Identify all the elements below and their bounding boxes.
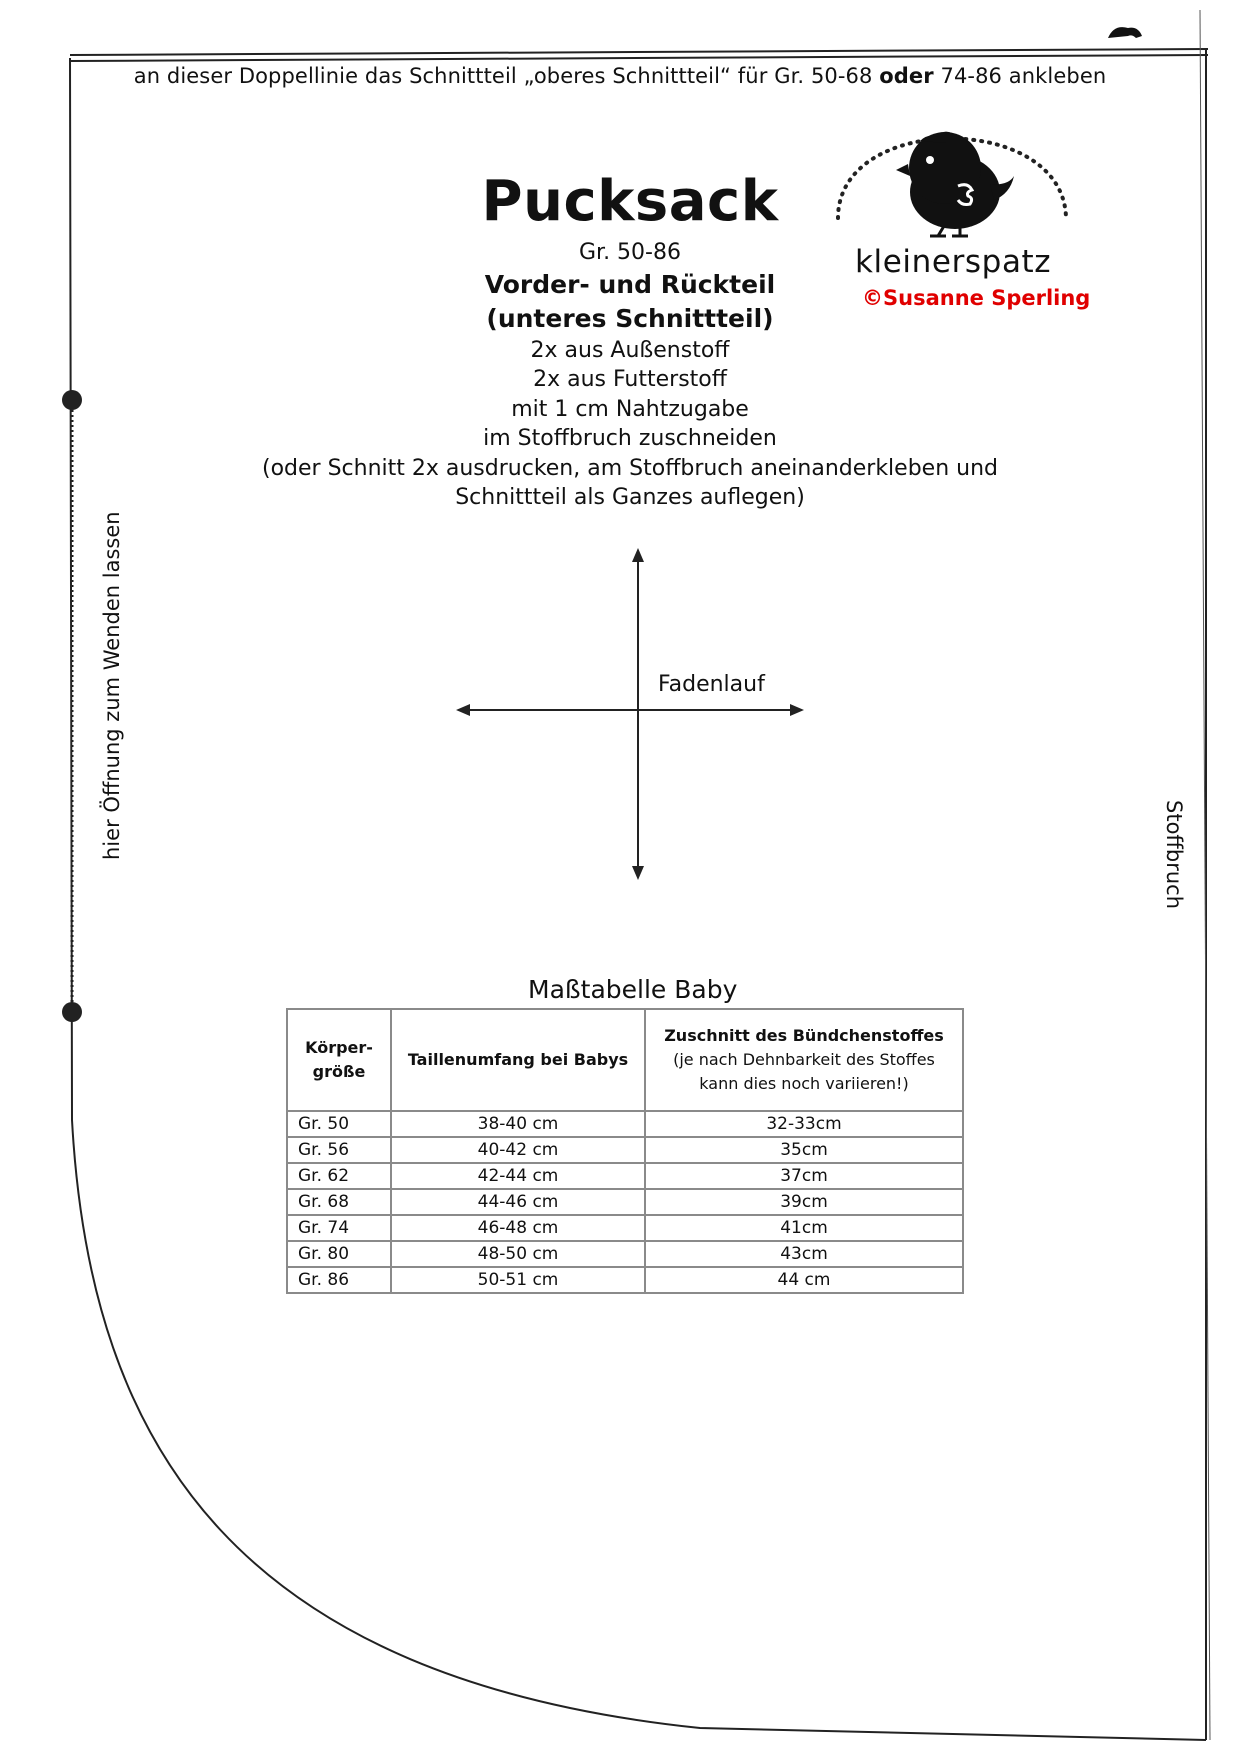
glue-note-text-end: 74-86 ankleben (940, 64, 1107, 88)
piece-subtitle: (unteres Schnittteil) (486, 303, 774, 333)
waist-cell: 42-44 cm (391, 1163, 645, 1189)
instruction-line: mit 1 cm Nahtzugabe (511, 396, 749, 422)
size-cell: Gr. 50 (287, 1111, 391, 1137)
opening-note: hier Öffnung zum Wenden lassen (100, 511, 124, 860)
cuff-cell: 44 cm (645, 1267, 963, 1293)
table-body (287, 1111, 963, 1293)
header-cuff (645, 1009, 963, 1111)
table-row (287, 1137, 963, 1163)
opening-end-dot (62, 1002, 82, 1022)
table-row (287, 1163, 963, 1189)
table-row (287, 1267, 963, 1293)
size-range: Gr. 50-86 (579, 240, 681, 265)
instruction-line: 2x aus Außenstoff (530, 337, 730, 363)
brand-name: kleinerspatz (855, 244, 1052, 280)
piece-name: Vorder- und Rückteil (484, 269, 776, 299)
page-title: Pucksack (481, 169, 779, 234)
size-cell: Gr. 56 (287, 1137, 391, 1163)
grainline-arrows (456, 548, 804, 880)
glue-note-text: an dieser Doppellinie das Schnittteil „oberes Schnittteil“ für Gr. 50-68 (133, 64, 873, 88)
header-size-text: Körper- größe (305, 1038, 373, 1081)
table-row (287, 1111, 963, 1137)
grainline-label: Fadenlauf (658, 672, 765, 697)
header-cuff-note: (je nach Dehnbarkeit des Stoffes kann dies noch variieren!) (673, 1050, 935, 1093)
fold-note: Stoffbruch (1162, 800, 1186, 910)
size-cell: Gr. 80 (287, 1241, 391, 1267)
table-row (287, 1215, 963, 1241)
glue-note-emphasis: oder (879, 64, 934, 88)
instruction-line: im Stoffbruch zuschneiden (483, 426, 777, 451)
cuff-cell: 39cm (645, 1189, 963, 1215)
table-row (287, 1189, 963, 1215)
copyright: ©Susanne Sperling (862, 286, 1091, 310)
waist-cell: 46-48 cm (391, 1215, 645, 1241)
instruction-line: Schnittteil als Ganzes auflegen) (455, 485, 805, 510)
size-cell: Gr. 86 (287, 1267, 391, 1293)
cuff-cell: 41cm (645, 1215, 963, 1241)
waist-cell: 40-42 cm (391, 1137, 645, 1163)
instruction-line: 2x aus Futterstoff (533, 367, 727, 392)
header-waist: Taillenumfang bei Babys (391, 1009, 645, 1111)
glue-note (0, 64, 1240, 88)
corner-mark-icon (1108, 27, 1142, 38)
cuff-cell: 37cm (645, 1163, 963, 1189)
pattern-info (250, 170, 1010, 513)
double-line-top (70, 49, 1208, 55)
table-header-row (287, 1009, 963, 1111)
cuff-cell: 43cm (645, 1241, 963, 1267)
double-line-bottom (70, 55, 1208, 61)
measurement-table (286, 1008, 964, 1294)
cuff-cell: 32-33cm (645, 1111, 963, 1137)
opening-start-dot (62, 390, 82, 410)
table-title: Maßtabelle Baby (528, 975, 738, 1004)
cuff-cell: 35cm (645, 1137, 963, 1163)
waist-cell: 48-50 cm (391, 1241, 645, 1267)
waist-cell: 44-46 cm (391, 1189, 645, 1215)
size-cell: Gr. 74 (287, 1215, 391, 1241)
size-cell: Gr. 68 (287, 1189, 391, 1215)
table-row (287, 1241, 963, 1267)
waist-cell: 38-40 cm (391, 1111, 645, 1137)
instruction-line: (oder Schnitt 2x ausdrucken, am Stoffbruch aneinanderkleben und (261, 455, 998, 481)
header-size (287, 1009, 391, 1111)
size-cell: Gr. 62 (287, 1163, 391, 1189)
header-cuff-main: Zuschnitt des Bündchenstoffes (664, 1026, 944, 1045)
waist-cell: 50-51 cm (391, 1267, 645, 1293)
